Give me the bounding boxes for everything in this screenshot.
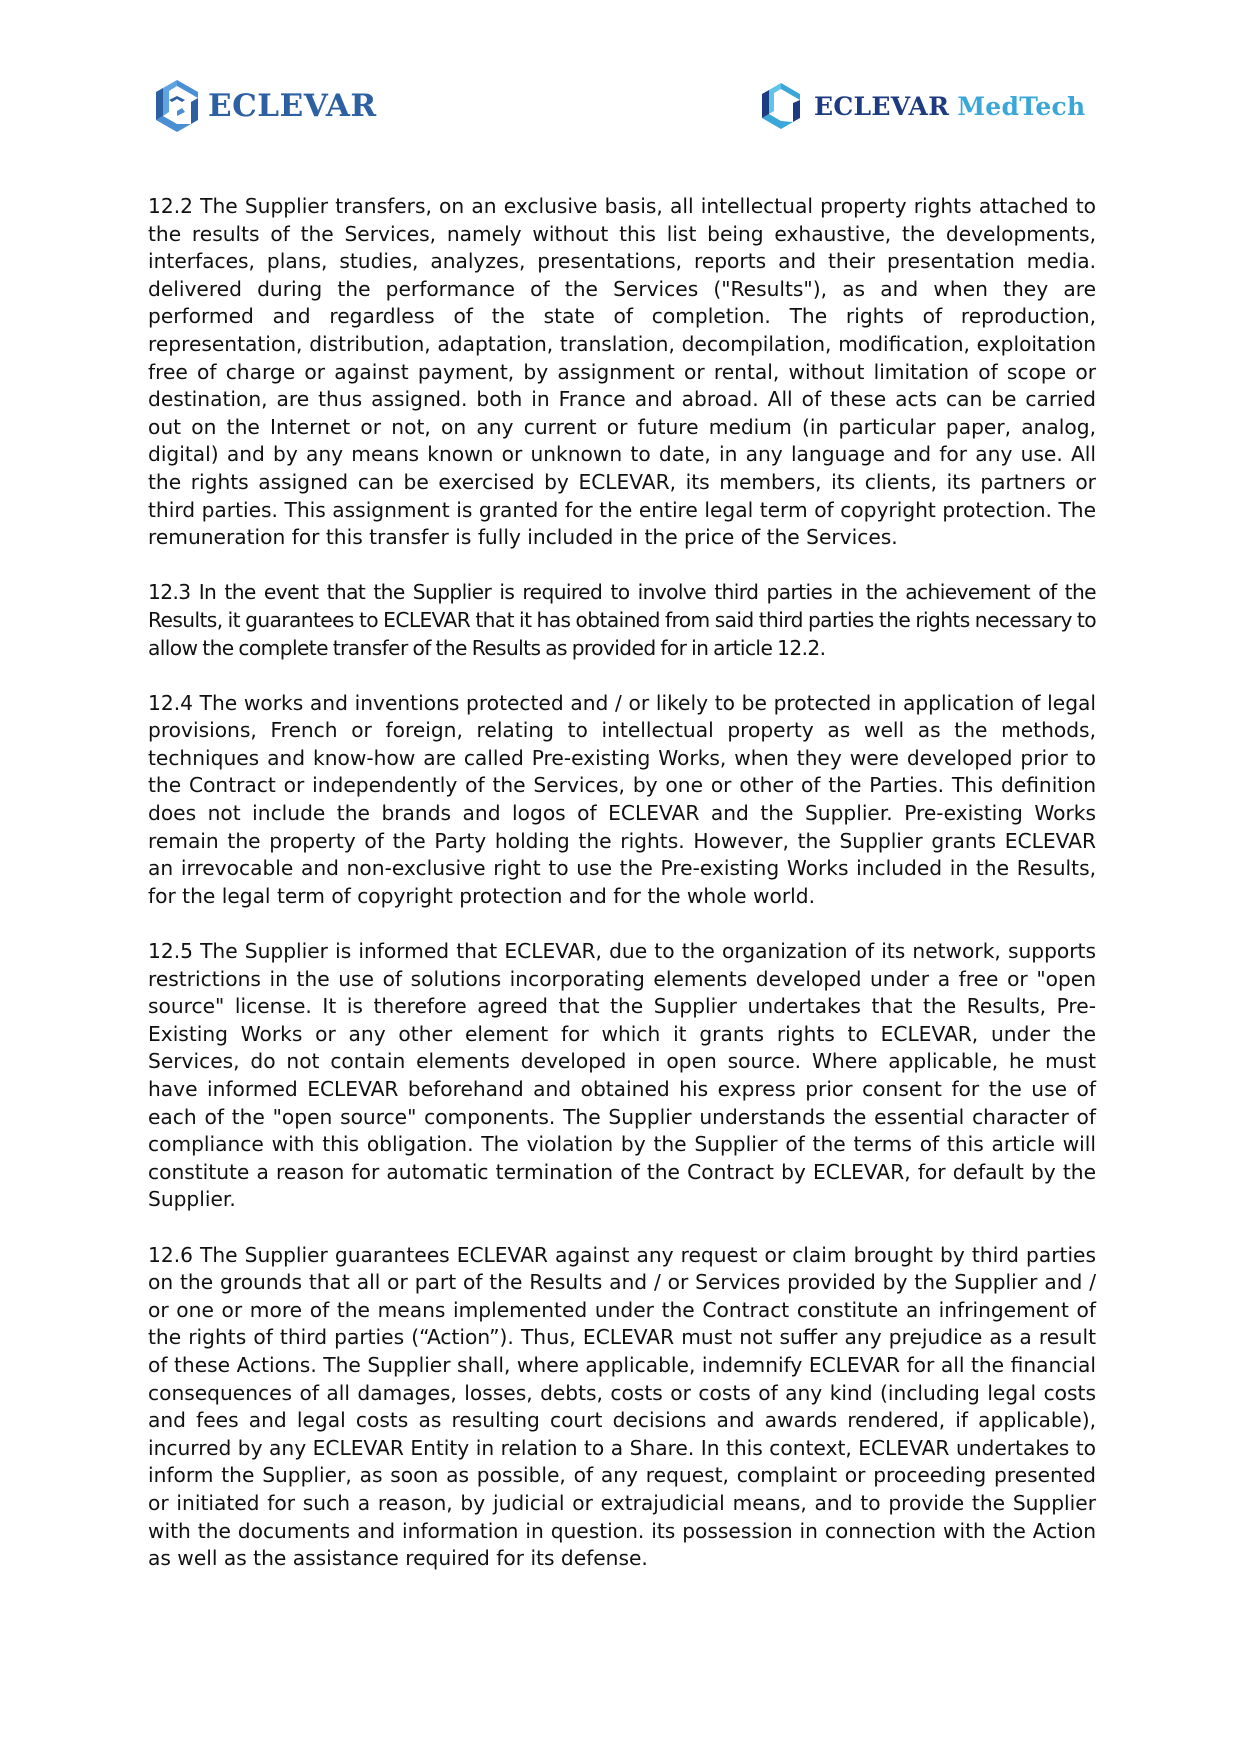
eclevar-medtech-wordmark-secondary: MedTech [957,91,1086,121]
section-12-3: 12.3 In the event that the Supplier is required to involve third parties in the achievement of the Results, it guarantees to ECLEVAR that it has obtained from said third parties the rights necessary to allow the complete transfer of the Results as provided for in article 12.2. [148,580,1096,660]
eclevar-medtech-logo [758,80,1086,132]
eclevar-medtech-hexagon-icon [758,81,804,131]
eclevar-logo [152,76,377,136]
eclevar-hexagon-icon [152,78,202,134]
section-12-5: 12.5 The Supplier is informed that ECLEVAR, due to the organization of its network, supports restrictions in the use of solutions incorporating elements developed under a free or "open source" license. It is therefore agreed that the Supplier undertakes that the Results, Pre-Existing Works or any other element for which it grants rights to ECLEVAR, under the Services, do not contain elements developed in open source. Where applicable, he must have informed ECLEVAR beforehand and obtained his express prior consent for the use of each of the "open source" components. The Supplier understands the essential character of compliance with this obligation. The violation by the Supplier of the terms of this article will constitute a reason for automatic termination of the Contract by ECLEVAR, for default by the Supplier. [148,939,1096,1212]
document-body [148,193,1096,1600]
section-12-4: 12.4 The works and inventions protected and / or likely to be protected in application of legal provisions, French or foreign, relating to intellectual property as well as the methods, techniques and know-how are called Pre-existing Works, when they were developed prior to the Contract or independently of the Services, by one or other of the Parties. This definition does not include the brands and logos of ECLEVAR and the Supplier. Pre-existing Works remain the property of the Party holding the rights. However, the Supplier grants ECLEVAR an irrevocable and non-exclusive right to use the Pre-existing Works included in the Results, for the legal term of copyright protection and for the whole world. [148,690,1096,908]
section-12-6: 12.6 The Supplier guarantees ECLEVAR against any request or claim brought by third parties on the grounds that all or part of the Results and / or Services provided by the Supplier and / or one or more of the means implemented under the Contract constitute an infringement of the rights of third parties (“Action”). Thus, ECLEVAR must not suffer any prejudice as a result of these Actions. The Supplier shall, where applicable, indemnify ECLEVAR for all the financial consequences of all damages, losses, debts, costs or costs of any kind (including legal costs and fees and legal costs as resulting court decisions and awards rendered, if applicable), incurred by any ECLEVAR Entity in relation to a Share. In this context, ECLEVAR undertakes to inform the Supplier, as soon as possible, of any request, complaint or proceeding presented or initiated for such a reason, by judicial or extrajudicial means, and to provide the Supplier with the documents and information in question. its possession in connection with the Action as well as the assistance required for its defense. [148,1242,1096,1571]
eclevar-medtech-wordmark-primary: ECLEVAR [814,91,950,121]
eclevar-wordmark: ECLEVAR [208,88,377,124]
section-12-2: 12.2 The Supplier transfers, on an exclusive basis, all intellectual property rights attached to the results of the Services, namely without this list being exhaustive, the developments, interfaces, plans, studies, analyzes, presentations, reports and their presentation media. delivered during the performance of the Services ("Results"), as and when they are performed and regardless of the state of completion. The rights of reproduction, representation, distribution, adaptation, translation, decompilation, modification, exploitation free of charge or against payment, by assignment or rental, without limitation of scope or destination, are thus assigned. both in France and abroad. All of these acts can be carried out on the Internet or not, on any current or future medium (in particular paper, analog, digital) and by any means known or unknown to date, in any language and for any use. All the rights assigned can be exercised by ECLEVAR, its members, its clients, its partners or third parties. This assignment is granted for the entire legal term of copyright protection. The remuneration for this transfer is fully included in the price of the Services. [148,194,1096,550]
